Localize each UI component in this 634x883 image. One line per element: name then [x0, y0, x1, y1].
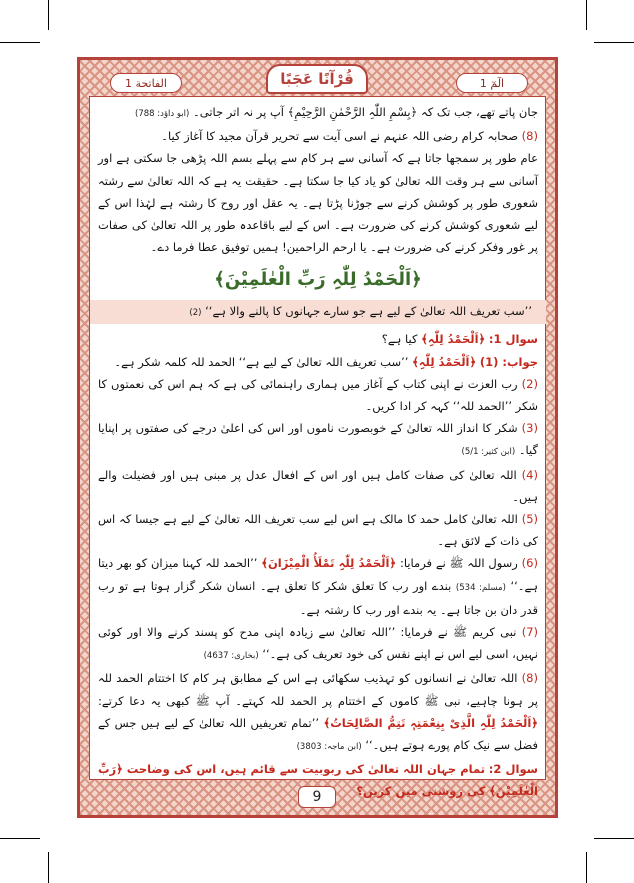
translation-band — [90, 300, 546, 324]
paragraph: عام طور پر سمجھا جاتا ہے کہ آسانی سے ہر کام سے پہلے بسم اللہ پڑھی جا سکتی ہے اور آسانی سے ہر وقت اللہ تعالیٰ کو یاد کیا جا سکتا ہے۔ حقیقت یہ ہے کہ اللہ تعالیٰ سے رشتہ شعوری طور پر کوشش کرنے سے جوڑنا پڑتا ہے۔ یہ عقل اور روح کا رشتہ ہے لہٰذا اس کے لیے شعوری کوشش کرنے کی ضرورت ہے۔ اس کے لیے باقاعدہ طور پر اللہ تعالیٰ کی صفات پر غور وفکر کرنے کی ضرورت ہے۔ یا ارحم الراحمین! ہمیں توفیق عطا فرما دے۔ — [98, 151, 538, 255]
header-para-label: الٓمٓ 1 — [456, 73, 528, 93]
header-book-title: قُرْآنًا عَجَبًا — [266, 64, 368, 94]
text: اللہ تعالیٰ کامل حمد کا مالک ہے اس لیے سب تعریف اللہ تعالیٰ کے لیے ہے جیسا کہ اس کی ذات کے لائق ہے۔ — [98, 512, 538, 549]
verse: ﴿اَلْحَمْدُ لِلّٰہِ الَّذِیْ بِنِعْمَتِہٖ تَتِمُّ الصَّالِحَاتُ﴾ — [323, 715, 539, 730]
header-surah-label: الفاتحة 1 — [110, 73, 182, 93]
reference: (بخاری: 4637) — [203, 651, 259, 662]
answer-item — [98, 667, 538, 758]
verse: ﴿اَلْحَمْدُ لِلّٰہِ﴾ — [412, 354, 477, 369]
answer-label: جواب: (1) — [479, 354, 538, 369]
text: شکر کا انداز اللہ تعالیٰ کے خوبصورت ناموں اور اس کی اعلیٰ درجے کی صفتوں پر اپنایا گیا۔ — [98, 421, 538, 458]
verse: ﴿اَلْحَمْدُ لِلّٰہِ﴾ — [421, 332, 486, 347]
text: اللہ تعالیٰ نے انسانوں کو تہذیب سکھائی ہے اس کے مطابق ہر کام کا اختتام الحمد للہ پر ہونا چاہیے، نبی ﷺ کاموں کے اختتام پر الحمد للہ کہتے۔ آپ ﷺ کبھی یہ دعا کرتے: — [98, 671, 538, 708]
translation-text: ’’سب تعریف اللہ تعالیٰ کے لیے ہے جو سارے جہانوں کا پالنے والا ہے‘‘ — [205, 304, 532, 319]
text: ’’الحمد للہ کہنا میزان کو بھر دیتا ہے۔‘‘ — [98, 556, 538, 593]
verse: ﴿اَلْحَمْدُ لِلّٰہِ تَمْلَأُ الْمِیْزَانَ﴾ — [261, 556, 397, 571]
item-number: (2) — [521, 376, 538, 391]
crop-mark — [48, 0, 49, 30]
reference: (ابن ماجہ: 3803) — [296, 742, 362, 753]
reference: (ابن کثیر: 5/1) — [461, 447, 516, 458]
text: کی روشنی میں کریں؟ — [356, 784, 486, 799]
paragraph — [98, 125, 538, 147]
crop-mark — [586, 0, 587, 30]
text: اللہ تعالیٰ کی صفات کامل ہیں اور اس کے افعال عدل پر مبنی ہیں اور فضیلت والے ہیں۔ — [98, 467, 538, 504]
reference: (2) — [189, 308, 202, 319]
item-number: (8) — [521, 129, 538, 144]
text: بندے اور رب کا تعلق شکر کا تعلق ہے۔ انسان شکر گزار ہوتا ہے تو رب قدر دان بن جاتا ہے۔ یہ بندے اور رب کا رشتہ ہے۔ — [98, 578, 538, 617]
paragraph — [98, 101, 538, 125]
text: ’’تمام تعریفیں اللہ تعالیٰ کے لیے ہیں جس کے فضل سے نیک کام پورے ہوتے ہیں۔‘‘ — [98, 715, 538, 753]
crop-mark — [0, 838, 40, 839]
item-number: (3) — [521, 421, 538, 436]
reference: (ابو داؤد: 788) — [135, 109, 190, 119]
text: تمام جہان اللہ تعالیٰ کی ربوبیت سے قائم ہیں، اس کی وضاحت — [126, 762, 486, 777]
text: ’’سب تعریف اللہ تعالیٰ کے لیے ہے‘‘ الحمد للہ کلمہ شکر ہے۔ — [114, 354, 409, 369]
item-number: (8) — [521, 671, 538, 686]
text: رسول اللہ ﷺ نے فرمایا: — [399, 556, 518, 571]
question-label: سوال 2: — [488, 762, 538, 777]
page-body — [98, 101, 538, 803]
reference: (مسلم: 534) — [455, 582, 506, 593]
question-label: سوال 1: — [488, 332, 538, 347]
text: جان پاتے تھے، جب تک کہ ﴿بِسْمِ اللّٰہِ الرَّحْمٰنِ الرَّحِیْمِ﴾ آپ پر نہ اتر جاتی۔ — [193, 105, 538, 119]
ayah-heading: ﴿اَلْحَمْدُ لِلّٰہِ رَبِّ الْعٰلَمِیْنَ﴾ — [214, 269, 422, 291]
answer-item — [98, 508, 538, 552]
answer-item — [98, 417, 538, 463]
text: نبی کریم ﷺ نے فرمایا: ’’اللہ تعالیٰ سے زیادہ اپنی مدح کو پسند کرنے والا اور کوئی نہیں، اسی لیے اس نے اپنے نفس کی خود تعریف کی ہے۔‘‘ — [98, 625, 538, 662]
answer-item — [98, 552, 538, 621]
crop-mark — [594, 42, 634, 43]
crop-mark — [586, 852, 587, 883]
text: صحابہ کرام رضی اللہ عنہم نے اسی آیت سے تحریر قرآن مجید کا آغاز کیا۔ — [161, 129, 519, 144]
answer-item — [98, 464, 538, 508]
item-number: (7) — [521, 625, 539, 640]
answer-item — [98, 373, 538, 417]
item-number: (6) — [521, 556, 538, 571]
crop-mark — [594, 838, 634, 839]
question — [98, 328, 538, 350]
item-number: (4) — [521, 467, 538, 482]
crop-mark — [0, 42, 40, 43]
answer-item — [98, 621, 538, 667]
text: کیا ہے؟ — [381, 332, 418, 347]
verse: ﴿رَبِّ الْعٰلَمِیْنَ﴾ — [98, 762, 538, 799]
text: رب العزت نے اپنی کتاب کے آغاز میں ہماری راہنمائی کی ہے کہ ہم اس کی نعمتوں کا شکر ’’الحمد للہ‘‘ کہہ کر ادا کریں۔ — [98, 376, 538, 414]
item-number: (5) — [521, 512, 539, 527]
page-number: 9 — [298, 786, 336, 808]
answer — [98, 351, 538, 373]
crop-mark — [48, 852, 49, 883]
